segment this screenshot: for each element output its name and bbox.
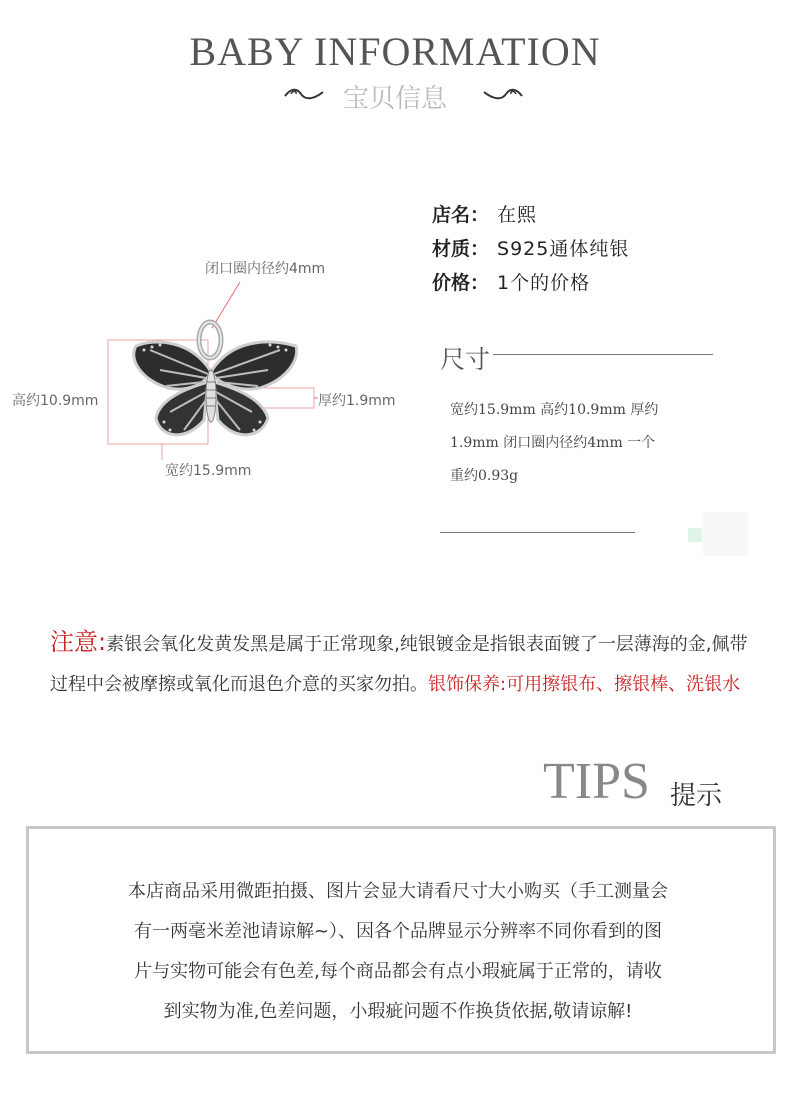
- size-line: 宽约15.9mm 高约10.9mm 厚约: [450, 402, 659, 418]
- info-price: [432, 268, 590, 295]
- size-bottom-divider: [440, 532, 635, 533]
- tips-title: TIPS: [543, 753, 650, 810]
- tips-text: [60, 872, 736, 1032]
- tips-line: 片与实物可能会有色差,每个商品都会有点小瑕疵属于正常的，请收: [134, 961, 662, 982]
- shop-value: 在熙: [497, 204, 538, 226]
- care-instructions: 银饰保养:可用擦银布、擦银棒、洗银水: [428, 674, 741, 695]
- material-value: S925通体纯银: [497, 238, 630, 260]
- butterfly-pendant-image: [100, 270, 330, 460]
- info-shop: [432, 200, 537, 227]
- tips-line: 到实物为准,色差问题，小瑕疵问题不作换货依据,敬请谅解!: [163, 1001, 633, 1022]
- tips-line: 本店商品采用微距拍摄、图片会显大请看尺寸大小购买（手工测量会: [128, 881, 668, 902]
- price-value: 1个的价格: [497, 272, 591, 294]
- info-material: [432, 234, 629, 261]
- tips-title-cn: 提示: [670, 781, 723, 811]
- material-label: 材质：: [432, 238, 490, 260]
- notice-body: 素银会氧化发黄发黑是属于正常现象,纯银镀金是指银表面镀了一层薄海的金,佩带过程中会被摩擦或氧化而退色介意的买家勿拍。: [50, 634, 748, 695]
- size-line: 重约0.93g: [450, 468, 519, 484]
- tips-line: 有一两毫米差池请谅解~）、因各个品牌显示分辨率不同你看到的图: [133, 921, 663, 942]
- page-title: BABY INFORMATION: [189, 29, 601, 74]
- ring-diameter-label: 闭口圈内径约4mm: [205, 261, 326, 277]
- height-label: 高约10.9mm: [12, 393, 99, 409]
- size-line: 1.9mm 闭口圈内径约4mm 一个: [450, 435, 656, 451]
- thickness-label: 厚约1.9mm: [318, 393, 396, 409]
- size-divider: [493, 354, 713, 355]
- notice-heading: 注意:: [50, 628, 107, 656]
- price-label: 价格：: [432, 272, 490, 294]
- size-title: 尺寸: [440, 345, 491, 374]
- swirl-right-icon: [482, 84, 524, 104]
- decorative-square: [703, 512, 748, 556]
- notice-paragraph: [50, 622, 760, 705]
- width-label: 宽约15.9mm: [165, 463, 252, 479]
- size-description: [450, 394, 710, 493]
- shop-label: 店名：: [432, 204, 490, 226]
- page-subtitle: 宝贝信息: [342, 84, 447, 114]
- decorative-square: [688, 528, 702, 542]
